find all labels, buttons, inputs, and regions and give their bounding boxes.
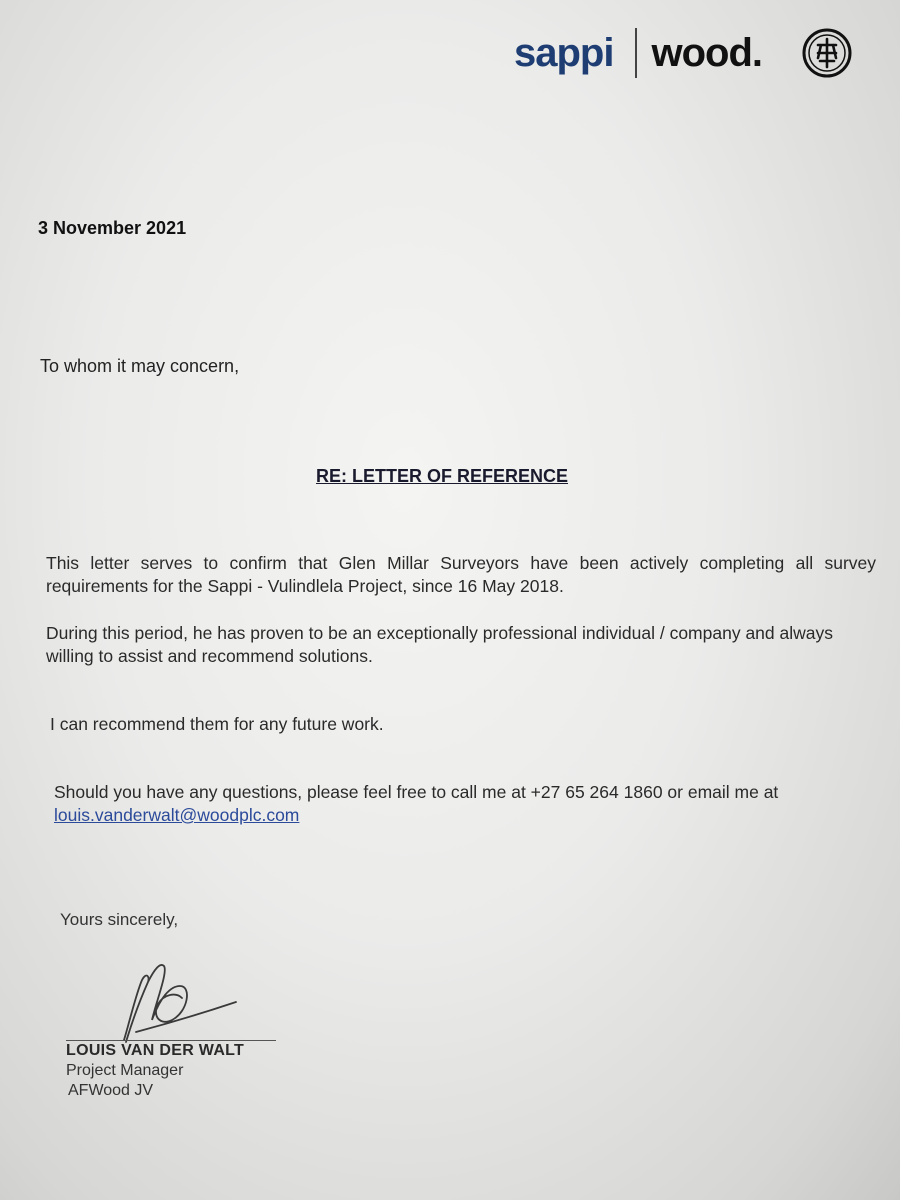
wood-logo: wood. [651, 30, 762, 75]
salutation: To whom it may concern, [40, 356, 240, 376]
paragraph-recommendation: I can recommend them for any future work. [50, 714, 384, 734]
logo-divider [635, 28, 637, 78]
signer-company: AFWood JV [68, 1082, 154, 1099]
paragraph-confirmation: This letter serves to confirm that Glen Millar Surveyors have been actively completing all survey requirements for the Sappi - Vulindlela Project, since 16 May 2018. [46, 553, 876, 596]
letter-date: 3 November 2021 [38, 218, 187, 238]
handwritten-signature [96, 942, 246, 1052]
paragraph-contact [54, 781, 884, 827]
sappi-logo: sappi [513, 30, 614, 75]
signer-name: LOUIS VAN DER WALT [66, 1042, 245, 1059]
email-link[interactable]: louis.vanderwalt@woodplc.com [54, 805, 300, 825]
signer-title: Project Manager [66, 1062, 184, 1079]
signature-line [66, 1040, 276, 1041]
letter-subject: RE: LETTER OF REFERENCE [316, 466, 569, 486]
contact-text: Should you have any questions, please feel free to call me at +27 65 264 1860 or email me at [54, 782, 779, 802]
closing: Yours sincerely, [60, 910, 179, 929]
paragraph-performance: During this period, he has proven to be an exceptionally professional individual / company and always willing to assist and recommend solutions. [46, 623, 833, 666]
letterhead [514, 28, 852, 78]
jv-seal-icon [802, 28, 852, 78]
